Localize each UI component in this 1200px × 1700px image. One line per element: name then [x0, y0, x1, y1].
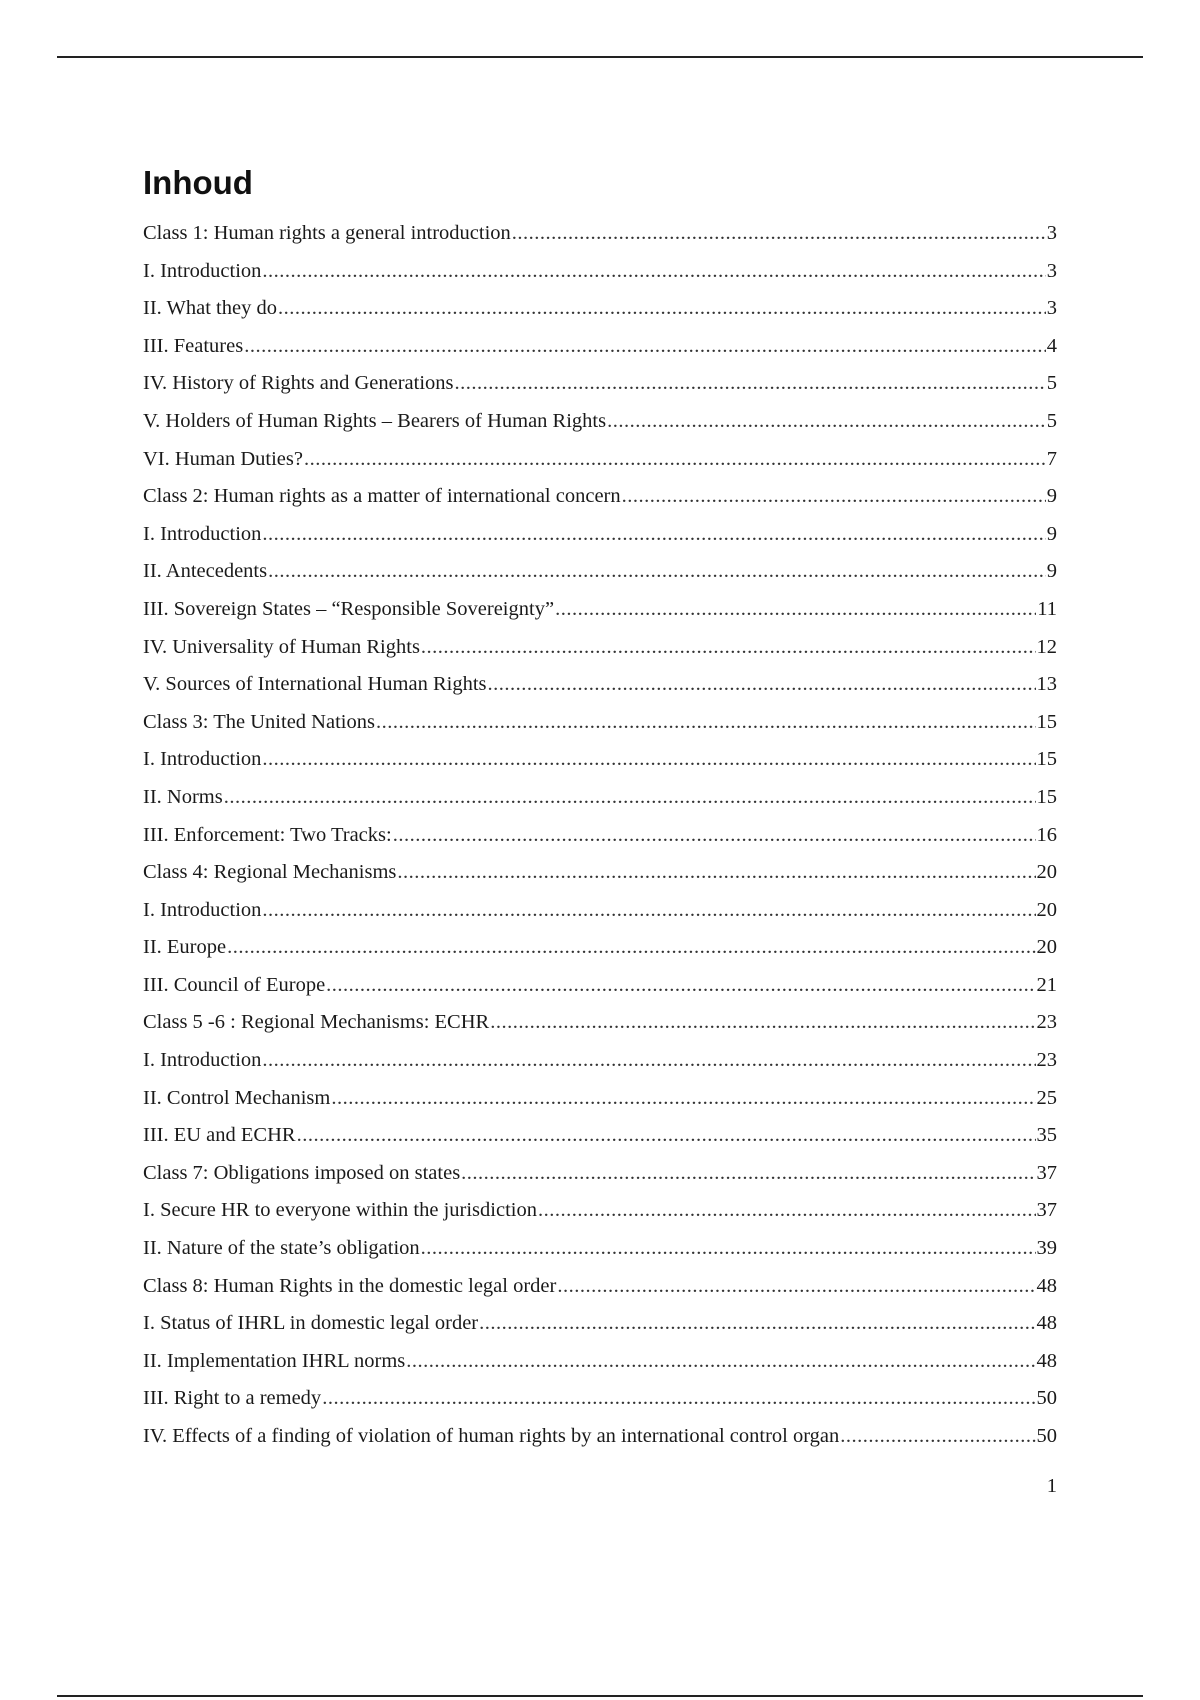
- dot-leader: [278, 290, 1046, 328]
- header-rule: [57, 56, 1143, 58]
- toc-entry-title: Class 8: Human Rights in the domestic legal order: [143, 1274, 557, 1297]
- dot-leader: [421, 1230, 1036, 1268]
- toc-entry-page-number: 15: [1036, 748, 1057, 771]
- toc-entry[interactable]: [143, 779, 1057, 817]
- dot-leader: [490, 1004, 1035, 1042]
- dot-leader: [397, 854, 1035, 892]
- toc-entry-title: I. Secure HR to everyone within the jurisdiction: [143, 1199, 537, 1222]
- toc-entry[interactable]: [143, 1380, 1057, 1418]
- toc-entry[interactable]: [143, 1418, 1057, 1456]
- toc-entry-page-number: 3: [1046, 259, 1057, 282]
- dot-leader: [268, 553, 1046, 591]
- toc-entry-title: Class 5 -6 : Regional Mechanisms: ECHR: [143, 1011, 490, 1034]
- toc-entry-title: III. EU and ECHR: [143, 1124, 296, 1147]
- toc-entry[interactable]: [143, 215, 1057, 253]
- dot-leader: [607, 403, 1046, 441]
- toc-entry-title: Class 7: Obligations imposed on states: [143, 1161, 461, 1184]
- toc-entry-page-number: 5: [1046, 372, 1057, 395]
- toc-entry-page-number: 39: [1036, 1237, 1057, 1260]
- toc-entry-page-number: 9: [1046, 485, 1057, 508]
- toc-entry-page-number: 4: [1046, 334, 1057, 357]
- toc-entry-page-number: 20: [1036, 861, 1057, 884]
- dot-leader: [406, 1343, 1035, 1381]
- dot-leader: [331, 1080, 1035, 1118]
- toc-entry-page-number: 48: [1036, 1274, 1057, 1297]
- toc-entry[interactable]: [143, 1080, 1057, 1118]
- toc-entry-title: II. What they do: [143, 297, 277, 320]
- toc-entry-title: IV. History of Rights and Generations: [143, 372, 454, 395]
- toc-entry-title: III. Features: [143, 334, 244, 357]
- toc-entry-page-number: 25: [1036, 1086, 1057, 1109]
- toc-entry-page-number: 3: [1046, 222, 1057, 244]
- toc-entry[interactable]: [143, 629, 1057, 667]
- dot-leader: [262, 741, 1035, 779]
- toc-entry-page-number: 48: [1036, 1312, 1057, 1335]
- toc-entry-page-number: 20: [1036, 936, 1057, 959]
- toc-entry-title: VI. Human Duties?: [143, 447, 303, 470]
- toc-entry[interactable]: [143, 1004, 1057, 1042]
- dot-leader: [322, 1380, 1035, 1418]
- dot-leader: [622, 478, 1046, 516]
- toc-entry[interactable]: [143, 516, 1057, 554]
- toc-entry-page-number: 35: [1036, 1124, 1057, 1147]
- dot-leader: [224, 779, 1036, 817]
- toc-entry-title: III. Right to a remedy: [143, 1387, 322, 1410]
- toc-entry[interactable]: [143, 1305, 1057, 1343]
- toc-entry-page-number: 9: [1046, 560, 1057, 583]
- toc-entry-title: II. Control Mechanism: [143, 1086, 331, 1109]
- toc-entry[interactable]: [143, 1042, 1057, 1080]
- toc-entry[interactable]: [143, 253, 1057, 291]
- dot-leader: [244, 328, 1046, 366]
- toc-entry-title: Class 1: Human rights a general introduction: [143, 222, 511, 244]
- toc-entry-title: Class 2: Human rights as a matter of international concern: [143, 485, 621, 508]
- dot-leader: [840, 1418, 1035, 1456]
- toc-entry[interactable]: [143, 929, 1057, 967]
- dot-leader: [297, 1117, 1036, 1155]
- toc-entry[interactable]: [143, 328, 1057, 366]
- toc-entry[interactable]: [143, 403, 1057, 441]
- toc-entry-title: V. Holders of Human Rights – Bearers of Human Rights: [143, 409, 607, 432]
- toc-entry-page-number: 37: [1036, 1199, 1057, 1222]
- toc-entry-page-number: 11: [1037, 597, 1057, 620]
- dot-leader: [512, 215, 1046, 253]
- toc-entry-title: Class 4: Regional Mechanisms: [143, 861, 397, 884]
- toc-entry-title: III. Enforcement: Two Tracks:: [143, 823, 392, 846]
- dot-leader: [262, 892, 1035, 930]
- toc-entry-page-number: 21: [1036, 973, 1057, 996]
- toc-entry-title: I. Introduction: [143, 748, 262, 771]
- dot-leader: [421, 629, 1036, 667]
- dot-leader: [479, 1305, 1035, 1343]
- toc-entry[interactable]: [143, 1155, 1057, 1193]
- dot-leader: [555, 591, 1036, 629]
- toc-entry-title: I. Introduction: [143, 1049, 262, 1072]
- toc-entry[interactable]: [143, 741, 1057, 779]
- toc-entry[interactable]: [143, 591, 1057, 629]
- toc-entry-title: I. Introduction: [143, 522, 262, 545]
- toc-entry[interactable]: [143, 817, 1057, 855]
- table-of-contents: [143, 215, 1057, 1456]
- dot-leader: [262, 253, 1045, 291]
- toc-entry[interactable]: [143, 365, 1057, 403]
- dot-leader: [488, 666, 1036, 704]
- toc-entry[interactable]: [143, 553, 1057, 591]
- toc-entry-page-number: 12: [1036, 635, 1057, 658]
- toc-entry-title: Class 3: The United Nations: [143, 710, 375, 733]
- toc-entry[interactable]: [143, 892, 1057, 930]
- toc-entry-title: V. Sources of International Human Rights: [143, 673, 487, 696]
- toc-entry[interactable]: [143, 704, 1057, 742]
- toc-entry-page-number: 23: [1036, 1049, 1057, 1072]
- toc-entry-page-number: 3: [1046, 297, 1057, 320]
- toc-entry-page-number: 37: [1036, 1161, 1057, 1184]
- toc-entry[interactable]: [143, 1268, 1057, 1306]
- toc-entry-title: I. Introduction: [143, 259, 262, 282]
- toc-entry-title: II. Europe: [143, 936, 227, 959]
- toc-entry-page-number: 15: [1036, 710, 1057, 733]
- toc-entry[interactable]: [143, 290, 1057, 328]
- footer-rule: [57, 1695, 1143, 1697]
- dot-leader: [262, 516, 1045, 554]
- toc-entry-page-number: 9: [1046, 522, 1057, 545]
- dot-leader: [227, 929, 1035, 967]
- toc-entry-title: III. Council of Europe: [143, 973, 326, 996]
- page-number: 1: [1046, 1475, 1057, 1497]
- toc-entry-title: IV. Universality of Human Rights: [143, 635, 420, 658]
- toc-entry-page-number: 23: [1036, 1011, 1057, 1034]
- toc-entry-page-number: 50: [1036, 1387, 1057, 1410]
- dot-leader: [557, 1268, 1035, 1306]
- toc-entry-page-number: 13: [1036, 673, 1057, 696]
- toc-entry[interactable]: [143, 441, 1057, 479]
- toc-entry-page-number: 7: [1046, 447, 1057, 470]
- toc-entry-page-number: 50: [1036, 1425, 1057, 1447]
- toc-entry-title: I. Introduction: [143, 898, 262, 921]
- toc-entry[interactable]: [143, 854, 1057, 892]
- toc-entry-page-number: 5: [1046, 409, 1057, 432]
- toc-entry-title: III. Sovereign States – “Responsible Sovereignty”: [143, 597, 555, 620]
- page-title: Inhoud: [143, 164, 253, 201]
- toc-entry[interactable]: [143, 1230, 1057, 1268]
- toc-entry-title: II. Nature of the state’s obligation: [143, 1237, 420, 1260]
- toc-entry[interactable]: [143, 1192, 1057, 1230]
- dot-leader: [376, 704, 1036, 742]
- dot-leader: [455, 365, 1046, 403]
- toc-entry-title: II. Norms: [143, 785, 223, 808]
- toc-entry-page-number: 48: [1036, 1349, 1057, 1372]
- toc-entry-title: II. Antecedents: [143, 560, 268, 583]
- toc-entry[interactable]: [143, 967, 1057, 1005]
- dot-leader: [538, 1192, 1036, 1230]
- toc-entry[interactable]: [143, 666, 1057, 704]
- toc-entry-page-number: 20: [1036, 898, 1057, 921]
- toc-entry[interactable]: [143, 478, 1057, 516]
- dot-leader: [461, 1155, 1035, 1193]
- toc-entry-page-number: 15: [1036, 785, 1057, 808]
- dot-leader: [326, 967, 1035, 1005]
- dot-leader: [262, 1042, 1035, 1080]
- toc-entry-title: II. Implementation IHRL norms: [143, 1349, 406, 1372]
- toc-entry[interactable]: [143, 1343, 1057, 1381]
- dot-leader: [304, 441, 1046, 479]
- toc-entry[interactable]: [143, 1117, 1057, 1155]
- dot-leader: [393, 817, 1036, 855]
- toc-entry-title: IV. Effects of a finding of violation of human rights by an international control organ: [143, 1425, 840, 1447]
- toc-entry-title: I. Status of IHRL in domestic legal order: [143, 1312, 479, 1335]
- toc-entry-page-number: 16: [1036, 823, 1057, 846]
